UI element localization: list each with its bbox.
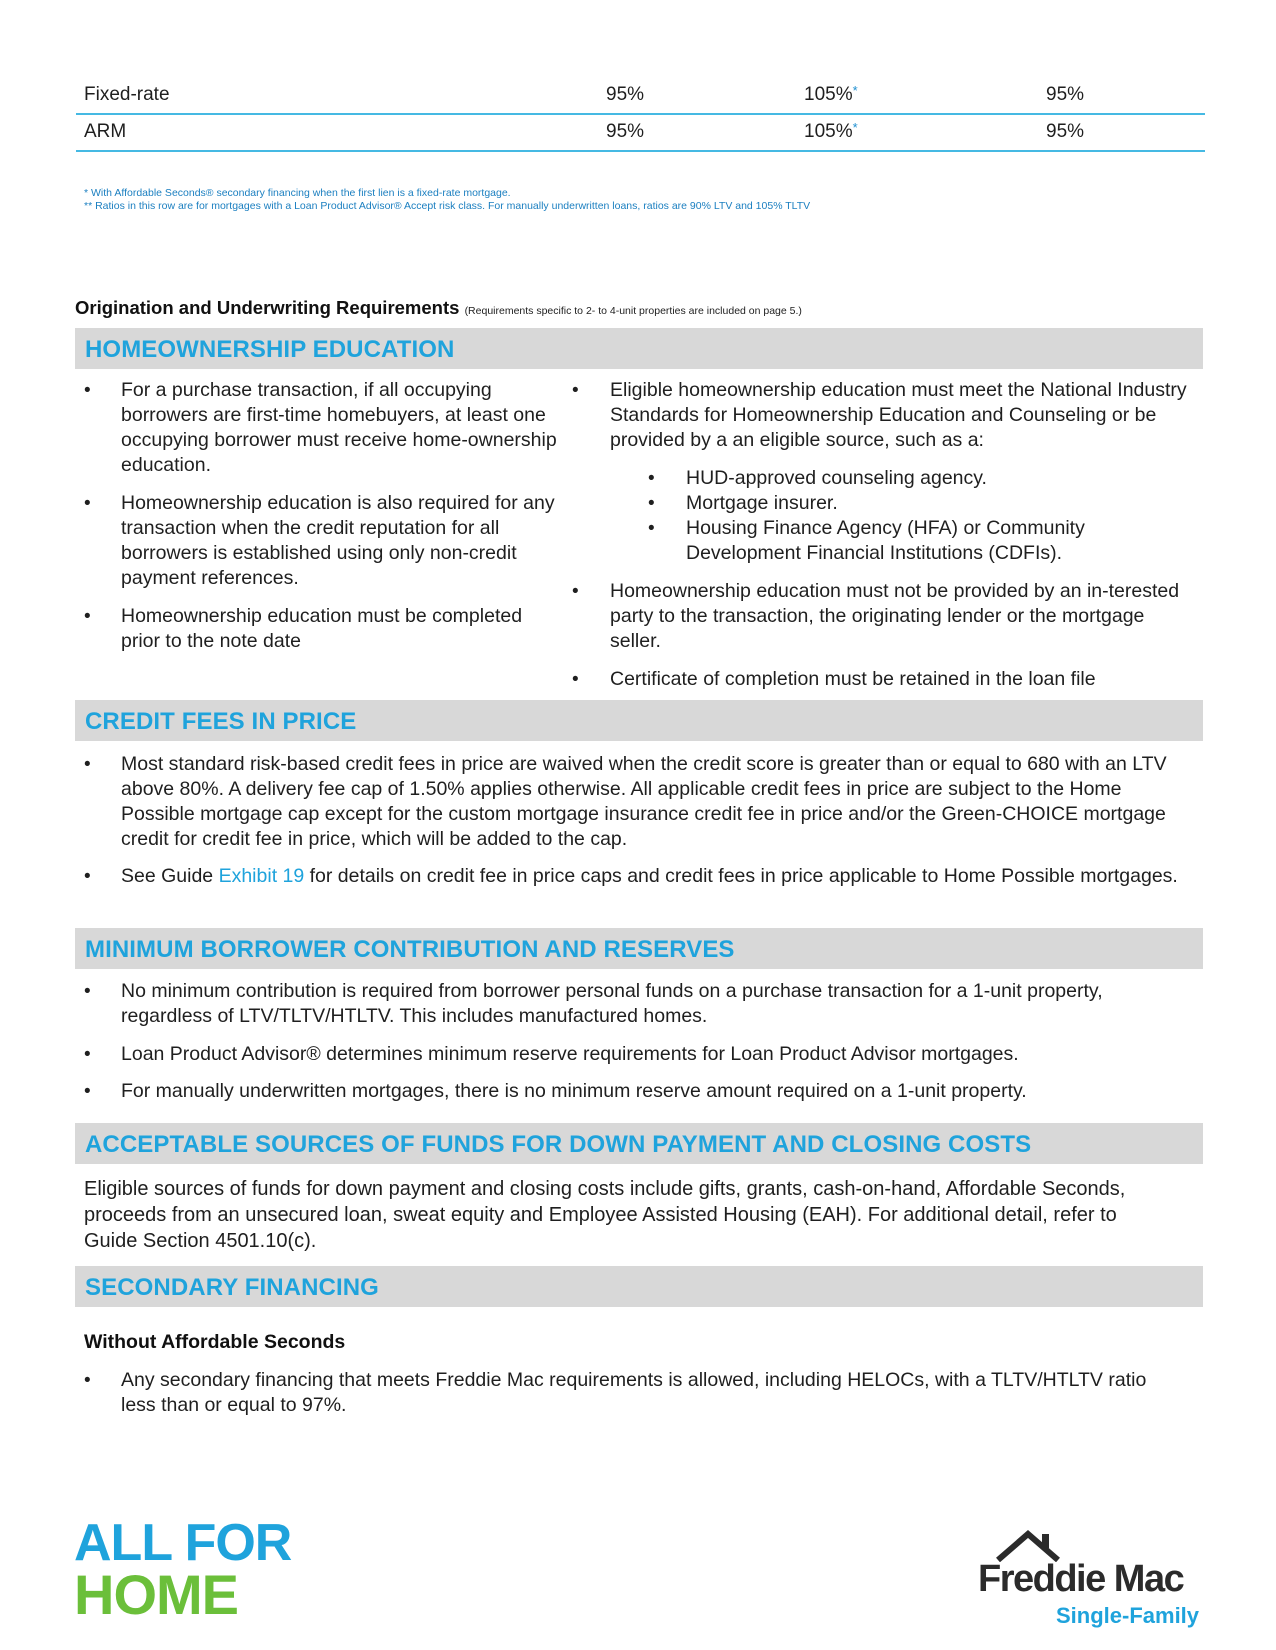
bullet: • [572, 669, 579, 690]
table-footnotes [84, 187, 810, 213]
ltv-ratio-table [76, 78, 1205, 152]
section-header-secondary [75, 1266, 1203, 1307]
list-item: Eligible homeownership education must meet the National Industry Standards for Homeownership Education and Counseling or be provided by a an eligible source, such as a: [610, 379, 1187, 451]
list-item: Homeownership education must be completed prior to the note date [121, 605, 523, 652]
bullet: • [84, 493, 91, 514]
list-item: Mortgage insurer. [686, 492, 838, 514]
table-row [76, 115, 1205, 152]
footnote-marker: * [852, 120, 858, 135]
list-item: See Guide Exhibit 19 for details on credit fee in price caps and credit fees in price applicable to Home Possible mortgages. [121, 865, 1178, 887]
htltv-value: 95% [1046, 84, 1085, 105]
footnote: ** Ratios in this row are for mortgages with a Loan Product Advisor® Accept risk class. For manually underwritten loans, ratios are 90% LTV and 105% TLTV [84, 200, 811, 212]
brand-name: Freddie Mac [978, 1558, 1184, 1600]
list-item: Housing Finance Agency (HFA) or Community Development Financial Institutions (CDFIs). [686, 517, 1085, 564]
footnote-marker: * [852, 83, 858, 98]
funds-paragraph: Eligible sources of funds for down payment and closing costs include gifts, grants, cash-on-hand, Affordable Seconds, proceeds from an unsecured loan, sweat equity and Employee Assisted Housing (EAH). For additional detail, refer to Guide Section 4501.10(c). [84, 1178, 1126, 1252]
section-header-contribution [75, 928, 1203, 969]
row-type: Fixed-rate [84, 84, 170, 105]
requirements-note: (Requirements specific to 2- to 4-unit properties are included on page 5.) [464, 305, 802, 317]
section-title: MINIMUM BORROWER CONTRIBUTION AND RESERVES [85, 936, 735, 963]
list-item: Homeownership education is also required for any transaction when the credit reputation for all borrowers is established using only non-credit payment references. [121, 492, 555, 589]
section-header-funds [75, 1123, 1203, 1164]
section-title: SECONDARY FINANCING [85, 1274, 379, 1301]
house-roof-icon [992, 1528, 1072, 1562]
bullet: • [648, 468, 655, 489]
list-item: Most standard risk-based credit fees in price are waived when the credit score is greater than or equal to 680 with an LTV above 80%. A delivery fee cap of 1.50% applies otherwise. All applicable credit fees in price are subject to the Home Possible mortgage cap except for the custom mortgage insurance credit fee in price and/or the Green-CHOICE mortgage credit for credit fee in price, which will be added to the cap. [121, 753, 1167, 850]
ltv-value: 95% [606, 121, 645, 142]
list-item: Any secondary financing that meets Freddie Mac requirements is allowed, including HELOCs, with a TLTV/HTLTV ratio less than or equal to 97%. [121, 1369, 1147, 1416]
list-item: Certificate of completion must be retained in the loan file [610, 668, 1096, 690]
exhibit-19-link[interactable]: Exhibit 19 [218, 865, 305, 887]
list-item: HUD-approved counseling agency. [686, 467, 987, 489]
tltv-value: 105%* [804, 120, 858, 142]
table-row [76, 78, 1205, 115]
bullet: • [84, 606, 91, 627]
bullet: • [648, 518, 655, 539]
section-title: ACCEPTABLE SOURCES OF FUNDS FOR DOWN PAYMENT AND CLOSING COSTS [85, 1131, 1032, 1158]
row-type: ARM [84, 121, 127, 142]
section-header-credit-fees [75, 700, 1203, 741]
section-title: HOMEOWNERSHIP EDUCATION [85, 336, 455, 363]
bullet: • [84, 1044, 91, 1065]
bullet: • [84, 380, 91, 401]
section-title: CREDIT FEES IN PRICE [85, 708, 357, 735]
bullet: • [84, 1370, 91, 1391]
list-item: No minimum contribution is required from borrower personal funds on a purchase transaction for a 1-unit property, regardless of LTV/TLTV/HTLTV. This includes manufactured homes. [121, 980, 1103, 1027]
ltv-value: 95% [606, 84, 645, 105]
bullet: • [572, 380, 579, 401]
subheading: Without Affordable Seconds [84, 1331, 346, 1353]
bullet: • [84, 1081, 91, 1102]
bullet: • [648, 493, 655, 514]
bullet: • [84, 981, 91, 1002]
bullet: • [572, 581, 579, 602]
list-item: For a purchase transaction, if all occupying borrowers are first-time homebuyers, at least one occupying borrower must receive home-ownership education. [121, 379, 557, 476]
brand-subtitle: Single-Family [1056, 1603, 1200, 1628]
requirements-title: Origination and Underwriting Requirements [75, 297, 460, 318]
all-for-home-logo: ALL FOR HOME [74, 1514, 292, 1626]
htltv-value: 95% [1046, 121, 1085, 142]
tltv-value: 105%* [804, 83, 858, 105]
requirements-heading [75, 297, 802, 319]
list-item: Loan Product Advisor® determines minimum reserve requirements for Loan Product Advisor mortgages. [121, 1043, 1019, 1065]
list-item: For manually underwritten mortgages, there is no minimum reserve amount required on a 1-unit property. [121, 1080, 1027, 1102]
section-header-education [75, 328, 1203, 369]
freddie-mac-logo [978, 1528, 1208, 1638]
footnote: * With Affordable Seconds® secondary financing when the first lien is a fixed-rate mortgage. [84, 187, 511, 199]
bullet: • [84, 754, 91, 775]
bullet: • [84, 866, 91, 887]
list-item: Homeownership education must not be provided by an in-terested party to the transaction, the originating lender or the mortgage seller. [610, 580, 1180, 652]
